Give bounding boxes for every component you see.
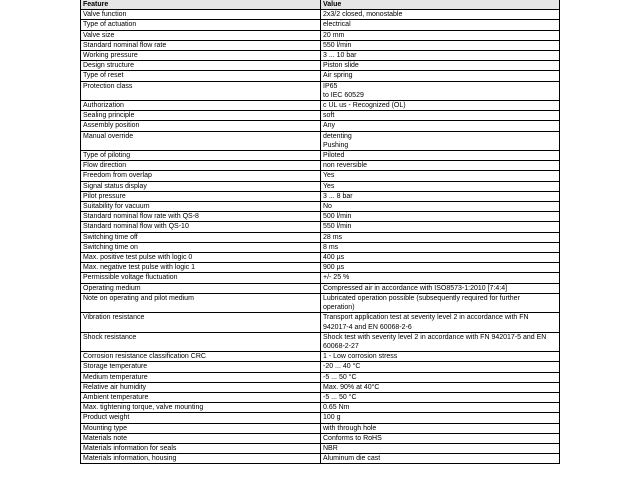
feature-cell: Max. positive test pulse with logic 0 xyxy=(81,253,321,263)
feature-cell: Design structure xyxy=(81,61,321,71)
value-line: c UL us - Recognized (OL) xyxy=(323,102,406,110)
feature-cell: Materials note xyxy=(81,433,321,443)
table-row xyxy=(81,352,560,362)
value-cell xyxy=(321,30,560,40)
feature-cell: Relative air humidity xyxy=(81,382,321,392)
value-cell xyxy=(321,181,560,191)
value-cell xyxy=(321,81,560,100)
feature-cell: Valve size xyxy=(81,30,321,40)
feature-cell: Type of actuation xyxy=(81,20,321,30)
table-row xyxy=(81,423,560,433)
table-row xyxy=(81,181,560,191)
table-row xyxy=(81,121,560,131)
value-line: 550 l/min xyxy=(323,223,352,231)
value-cell xyxy=(321,232,560,242)
table-row xyxy=(81,372,560,382)
feature-cell: Valve function xyxy=(81,10,321,20)
table-row xyxy=(81,332,560,351)
feature-cell: Note on operating and pilot medium xyxy=(81,293,321,312)
value-cell xyxy=(321,433,560,443)
feature-cell: Product weight xyxy=(81,413,321,423)
table-row xyxy=(81,392,560,402)
value-cell xyxy=(321,121,560,131)
value-line: -5 ... 50 °C xyxy=(323,373,357,381)
table-row xyxy=(81,443,560,453)
value-line: Shock test with severity level 2 in accordance with FN 942017-5 and EN xyxy=(323,333,547,341)
value-line: 500 l/min xyxy=(323,213,352,221)
table-body xyxy=(81,10,560,464)
value-line: 3 ... 8 bar xyxy=(323,192,353,200)
feature-cell: Operating medium xyxy=(81,283,321,293)
feature-cell: Standard nominal flow rate with QS-8 xyxy=(81,212,321,222)
value-line: Pushing xyxy=(323,141,349,149)
feature-cell: Manual override xyxy=(81,131,321,150)
feature-cell: Suitability for vacuum xyxy=(81,202,321,212)
feature-cell: Corrosion resistance classification CRC xyxy=(81,352,321,362)
table-row xyxy=(81,101,560,111)
value-cell xyxy=(321,151,560,161)
feature-cell: Working pressure xyxy=(81,51,321,61)
header-value: Value xyxy=(321,0,560,10)
value-cell xyxy=(321,352,560,362)
feature-cell: Pilot pressure xyxy=(81,191,321,201)
value-line: Yes xyxy=(323,172,335,180)
value-line: Aluminum die cast xyxy=(323,455,381,463)
value-line: Lubricated operation possible (subsequently required for further xyxy=(323,294,520,302)
feature-cell: Standard nominal flow rate xyxy=(81,40,321,50)
feature-cell: Max. tightening torque, valve mounting xyxy=(81,403,321,413)
table-row xyxy=(81,283,560,293)
table-row xyxy=(81,212,560,222)
value-cell xyxy=(321,171,560,181)
value-cell xyxy=(321,111,560,121)
feature-cell: Vibration resistance xyxy=(81,313,321,332)
table-row xyxy=(81,61,560,71)
value-cell xyxy=(321,71,560,81)
value-cell xyxy=(321,242,560,252)
feature-cell: Signal status display xyxy=(81,181,321,191)
value-cell xyxy=(321,253,560,263)
feature-cell: Freedom from overlap xyxy=(81,171,321,181)
table-row xyxy=(81,111,560,121)
table-row xyxy=(81,10,560,20)
value-line: +/- 25 % xyxy=(323,274,350,282)
value-cell xyxy=(321,362,560,372)
table-row xyxy=(81,313,560,332)
value-line: operation) xyxy=(323,304,355,312)
value-cell xyxy=(321,293,560,312)
value-cell xyxy=(321,161,560,171)
feature-cell: Materials information for seals xyxy=(81,443,321,453)
table-row xyxy=(81,191,560,201)
value-line: 100 g xyxy=(323,414,341,422)
value-line: detenting xyxy=(323,132,352,140)
value-line: -20 ... 40 °C xyxy=(323,363,361,371)
table-header-row xyxy=(81,0,560,10)
table-row xyxy=(81,242,560,252)
value-line: to IEC 60529 xyxy=(323,91,364,99)
table-row xyxy=(81,433,560,443)
value-line: NBR xyxy=(323,444,338,452)
value-line: No xyxy=(323,203,332,211)
table-row xyxy=(81,131,560,150)
value-line: 3 ... 10 bar xyxy=(323,52,357,60)
value-cell xyxy=(321,382,560,392)
value-line: Compressed air in accordance with ISO8573-1:2010 [7:4:4] xyxy=(323,284,508,292)
value-cell xyxy=(321,443,560,453)
value-line: 8 ms xyxy=(323,243,339,251)
value-line: Max. 90% at 40°C xyxy=(323,383,380,391)
value-cell xyxy=(321,392,560,402)
feature-cell: Switching time off xyxy=(81,232,321,242)
value-cell xyxy=(321,413,560,423)
table-row xyxy=(81,413,560,423)
value-cell xyxy=(321,263,560,273)
feature-cell: Standard nominal flow with QS-10 xyxy=(81,222,321,232)
value-cell xyxy=(321,212,560,222)
table-row xyxy=(81,51,560,61)
table-row xyxy=(81,202,560,212)
table-row xyxy=(81,222,560,232)
table-row xyxy=(81,232,560,242)
value-cell xyxy=(321,61,560,71)
value-line: Piston slide xyxy=(323,62,359,70)
feature-cell: Mounting type xyxy=(81,423,321,433)
value-cell xyxy=(321,191,560,201)
table-row xyxy=(81,20,560,30)
feature-cell: Type of reset xyxy=(81,71,321,81)
value-line: 28 ms xyxy=(323,233,343,241)
table-row xyxy=(81,273,560,283)
value-cell xyxy=(321,40,560,50)
value-line: Any xyxy=(323,122,336,130)
table-row xyxy=(81,151,560,161)
value-line: 1 - Low corrosion stress xyxy=(323,353,398,361)
feature-cell: Flow direction xyxy=(81,161,321,171)
value-line: with through hole xyxy=(323,424,377,432)
value-cell xyxy=(321,273,560,283)
value-line: 942017-4 and EN 60068-2-6 xyxy=(323,323,412,331)
value-cell xyxy=(321,202,560,212)
value-line: 2x3/2 closed, monostable xyxy=(323,11,403,19)
table-row xyxy=(81,30,560,40)
value-cell xyxy=(321,454,560,464)
feature-cell: Protection class xyxy=(81,81,321,100)
table-row xyxy=(81,253,560,263)
value-line: non reversible xyxy=(323,162,367,170)
value-line: soft xyxy=(323,112,335,120)
table-row xyxy=(81,81,560,100)
feature-cell: Assembly position xyxy=(81,121,321,131)
feature-cell: Ambient temperature xyxy=(81,392,321,402)
value-line: IP65 xyxy=(323,82,338,90)
table-row xyxy=(81,293,560,312)
table-row xyxy=(81,362,560,372)
value-line: Piloted xyxy=(323,152,345,160)
feature-cell: Max. negative test pulse with logic 1 xyxy=(81,263,321,273)
header-feature: Feature xyxy=(81,0,321,10)
value-cell xyxy=(321,283,560,293)
feature-cell: Type of piloting xyxy=(81,151,321,161)
value-line: Conforms to RoHS xyxy=(323,434,382,442)
value-line: 20 mm xyxy=(323,31,345,39)
table-row xyxy=(81,454,560,464)
value-cell xyxy=(321,372,560,382)
table-row xyxy=(81,171,560,181)
feature-cell: Medium temperature xyxy=(81,372,321,382)
spec-table xyxy=(80,0,560,464)
value-line: Air spring xyxy=(323,72,353,80)
value-cell xyxy=(321,313,560,332)
value-line: -5 ... 50 °C xyxy=(323,393,357,401)
table-row xyxy=(81,263,560,273)
value-line: 60068-2-27 xyxy=(323,342,359,350)
value-line: 400 µs xyxy=(323,254,345,262)
table-row xyxy=(81,382,560,392)
table-row xyxy=(81,71,560,81)
value-cell xyxy=(321,10,560,20)
feature-cell: Storage temperature xyxy=(81,362,321,372)
feature-cell: Authorization xyxy=(81,101,321,111)
value-cell xyxy=(321,51,560,61)
feature-cell: Shock resistance xyxy=(81,332,321,351)
value-line: Yes xyxy=(323,182,335,190)
value-cell xyxy=(321,403,560,413)
feature-cell: Switching time on xyxy=(81,242,321,252)
table-row xyxy=(81,403,560,413)
value-line: Transport application test at severity level 2 in accordance with FN xyxy=(323,314,529,322)
value-cell xyxy=(321,131,560,150)
feature-cell: Permissible voltage fluctuation xyxy=(81,273,321,283)
feature-cell: Materials information, housing xyxy=(81,454,321,464)
value-line: 550 l/min xyxy=(323,41,352,49)
value-cell xyxy=(321,332,560,351)
table-row xyxy=(81,161,560,171)
value-line: electrical xyxy=(323,21,351,29)
value-cell xyxy=(321,423,560,433)
value-line: 0.65 Nm xyxy=(323,404,350,412)
value-line: 900 µs xyxy=(323,264,345,272)
value-cell xyxy=(321,101,560,111)
value-cell xyxy=(321,20,560,30)
table-row xyxy=(81,40,560,50)
value-cell xyxy=(321,222,560,232)
feature-cell: Sealing principle xyxy=(81,111,321,121)
